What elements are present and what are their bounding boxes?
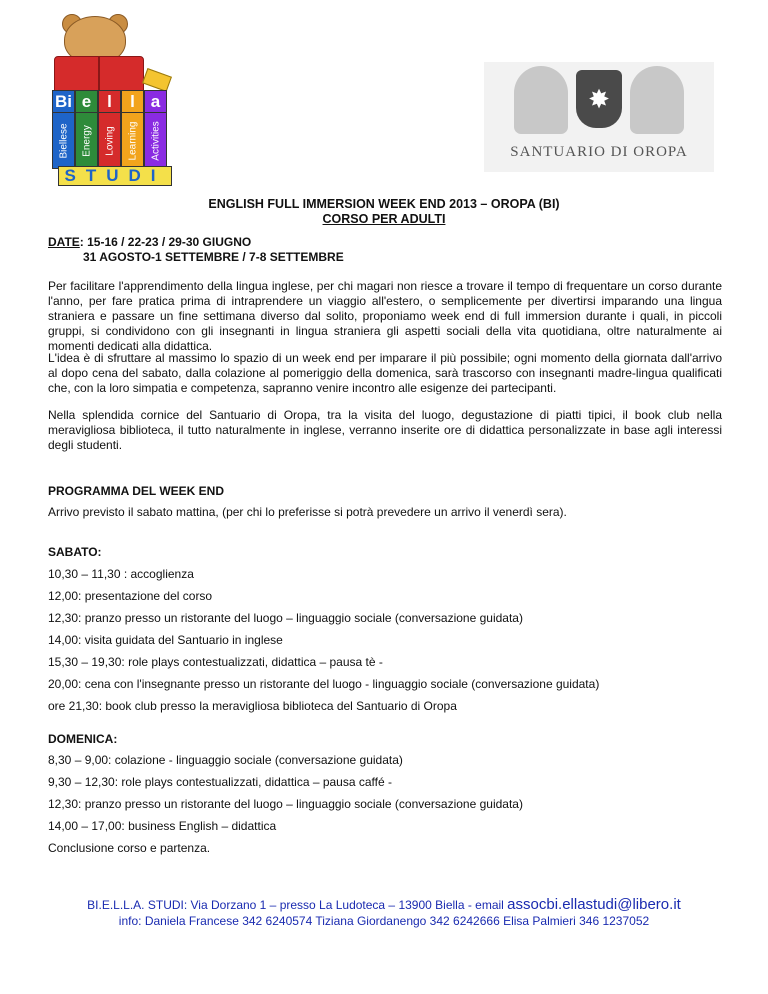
date-line: : 15-16 / 22-23 / 29-30 GIUGNO bbox=[79, 235, 252, 249]
program-heading: PROGRAMMA DEL WEEK END bbox=[48, 484, 225, 498]
footer-address-text: BI.E.L.L.A. STUDI: Via Dorzano 1 – presso La Ludoteca – 13900 Biella - email bbox=[87, 898, 508, 912]
schedule-item: 12,30: pranzo presso un ristorante del luogo – linguaggio sociale (conversazione guidata) bbox=[48, 797, 523, 811]
schedule-item: 12,00: presentazione del corso bbox=[48, 589, 213, 603]
logo-word: Loving bbox=[98, 112, 121, 169]
footer-address bbox=[0, 896, 768, 913]
intro-paragraph: Per facilitare l'apprendimento della lingua inglese, per chi magari non riesce a trovare il tempo di frequentare un corso durante l'anno, per fare pratica prima di intraprendere un viaggio all'estero, o semplicemente per divertirsi imparando una lingua straniera e passare un fine settimana diverso dal solito, proponiamo week end di full immersion durante i quali, in piccoli gruppi, si condividono con gli insegnanti in lingua straniera gli aspetti sociali della vita quotidiana, oltre naturalmente ai momenti dedicati alla didattica. bbox=[48, 279, 722, 353]
angel-icon bbox=[514, 66, 568, 134]
arrival-text: Arrivo previsto il sabato mattina, (per chi lo preferisse si potrà prevedere un arrivo il venerdì sera). bbox=[48, 505, 567, 519]
angel-icon bbox=[630, 66, 684, 134]
page-subtitle: CORSO PER ADULTI bbox=[322, 212, 446, 226]
schedule-item: Conclusione corso e partenza. bbox=[48, 841, 211, 855]
logo-letter: Bi bbox=[52, 90, 75, 114]
schedule-item: 15,30 – 19,30: role plays contestualizzati, didattica – pausa tè - bbox=[48, 655, 383, 669]
logo-letter: l bbox=[98, 90, 121, 114]
schedule-item: 20,00: cena con l'insegnante presso un ristorante del luogo - linguaggio sociale (conversazione guidata) bbox=[48, 677, 600, 691]
schedule-item: 10,30 – 11,30 : accoglienza bbox=[48, 567, 194, 581]
schedule-item: 14,00: visita guidata del Santuario in inglese bbox=[48, 633, 283, 647]
schedule-item: 12,30: pranzo presso un ristorante del luogo – linguaggio sociale (conversazione guidata) bbox=[48, 611, 523, 625]
logo-letters bbox=[52, 90, 167, 112]
intro-paragraph: L'idea è di sfruttare al massimo lo spazio di un week end per imparare il più possibile; ogni momento della giornata dall'arrivo al dopo cena del sabato, dalla colazione al pomeriggio della domenica, sarà trascorso con insegnanti madre-lingua qualificati che, con la loro simpatia e competenza, sapranno venire incontro alle esigenze dei partecipanti. bbox=[48, 351, 722, 395]
schedule-item: 8,30 – 9,00: colazione - linguaggio sociale (conversazione guidata) bbox=[48, 753, 403, 767]
footer-contacts: info: Daniela Francese 342 6240574 Tiziana Giordanengo 342 6242666 Elisa Palmieri 346 1237052 bbox=[118, 914, 650, 928]
saturday-heading: SABATO: bbox=[48, 545, 102, 559]
logo-studi: STUDI bbox=[58, 166, 172, 186]
logo-word: Learning bbox=[121, 112, 144, 169]
logo-words bbox=[52, 112, 167, 169]
santuario-oropa-logo bbox=[484, 62, 714, 172]
intro-paragraph: Nella splendida cornice del Santuario di Oropa, tra la visita del luogo, degustazione di piatti tipici, il book club nella meravigliosa biblioteca, il tutto naturalmente in inglese, verranno inserite ore di didattica personalizzate in base agli interessi degli studenti. bbox=[48, 408, 722, 452]
schedule-item: 9,30 – 12,30: role plays contestualizzati, didattica – pausa caffé - bbox=[48, 775, 392, 789]
schedule-item: ore 21,30: book club presso la meravigliosa biblioteca del Santuario di Oropa bbox=[48, 699, 457, 713]
footer-email-link[interactable]: assocbi.ellastudi@libero.it bbox=[507, 896, 681, 913]
logo-letter: e bbox=[75, 90, 98, 114]
sunday-heading: DOMENICA: bbox=[48, 732, 118, 746]
logo-word: Energy bbox=[75, 112, 98, 169]
logo-word: Biellese bbox=[52, 112, 75, 169]
logo-letter: a bbox=[144, 90, 167, 114]
date-label: DATE bbox=[48, 235, 80, 249]
date-line: 31 AGOSTO-1 SETTEMBRE / 7-8 SETTEMBRE bbox=[83, 250, 344, 264]
biella-studi-logo bbox=[52, 14, 187, 186]
logo-word: Activities bbox=[144, 112, 167, 169]
schedule-item: 14,00 – 17,00: business English – didattica bbox=[48, 819, 277, 833]
page-title: ENGLISH FULL IMMERSION WEEK END 2013 – OROPA (BI) bbox=[208, 197, 560, 211]
dates-block bbox=[48, 235, 344, 265]
pencil-icon bbox=[142, 68, 172, 92]
logo-letter: l bbox=[121, 90, 144, 114]
santuario-label: SANTUARIO DI OROPA bbox=[510, 144, 688, 160]
star-crest-icon: ✸ bbox=[576, 70, 622, 128]
